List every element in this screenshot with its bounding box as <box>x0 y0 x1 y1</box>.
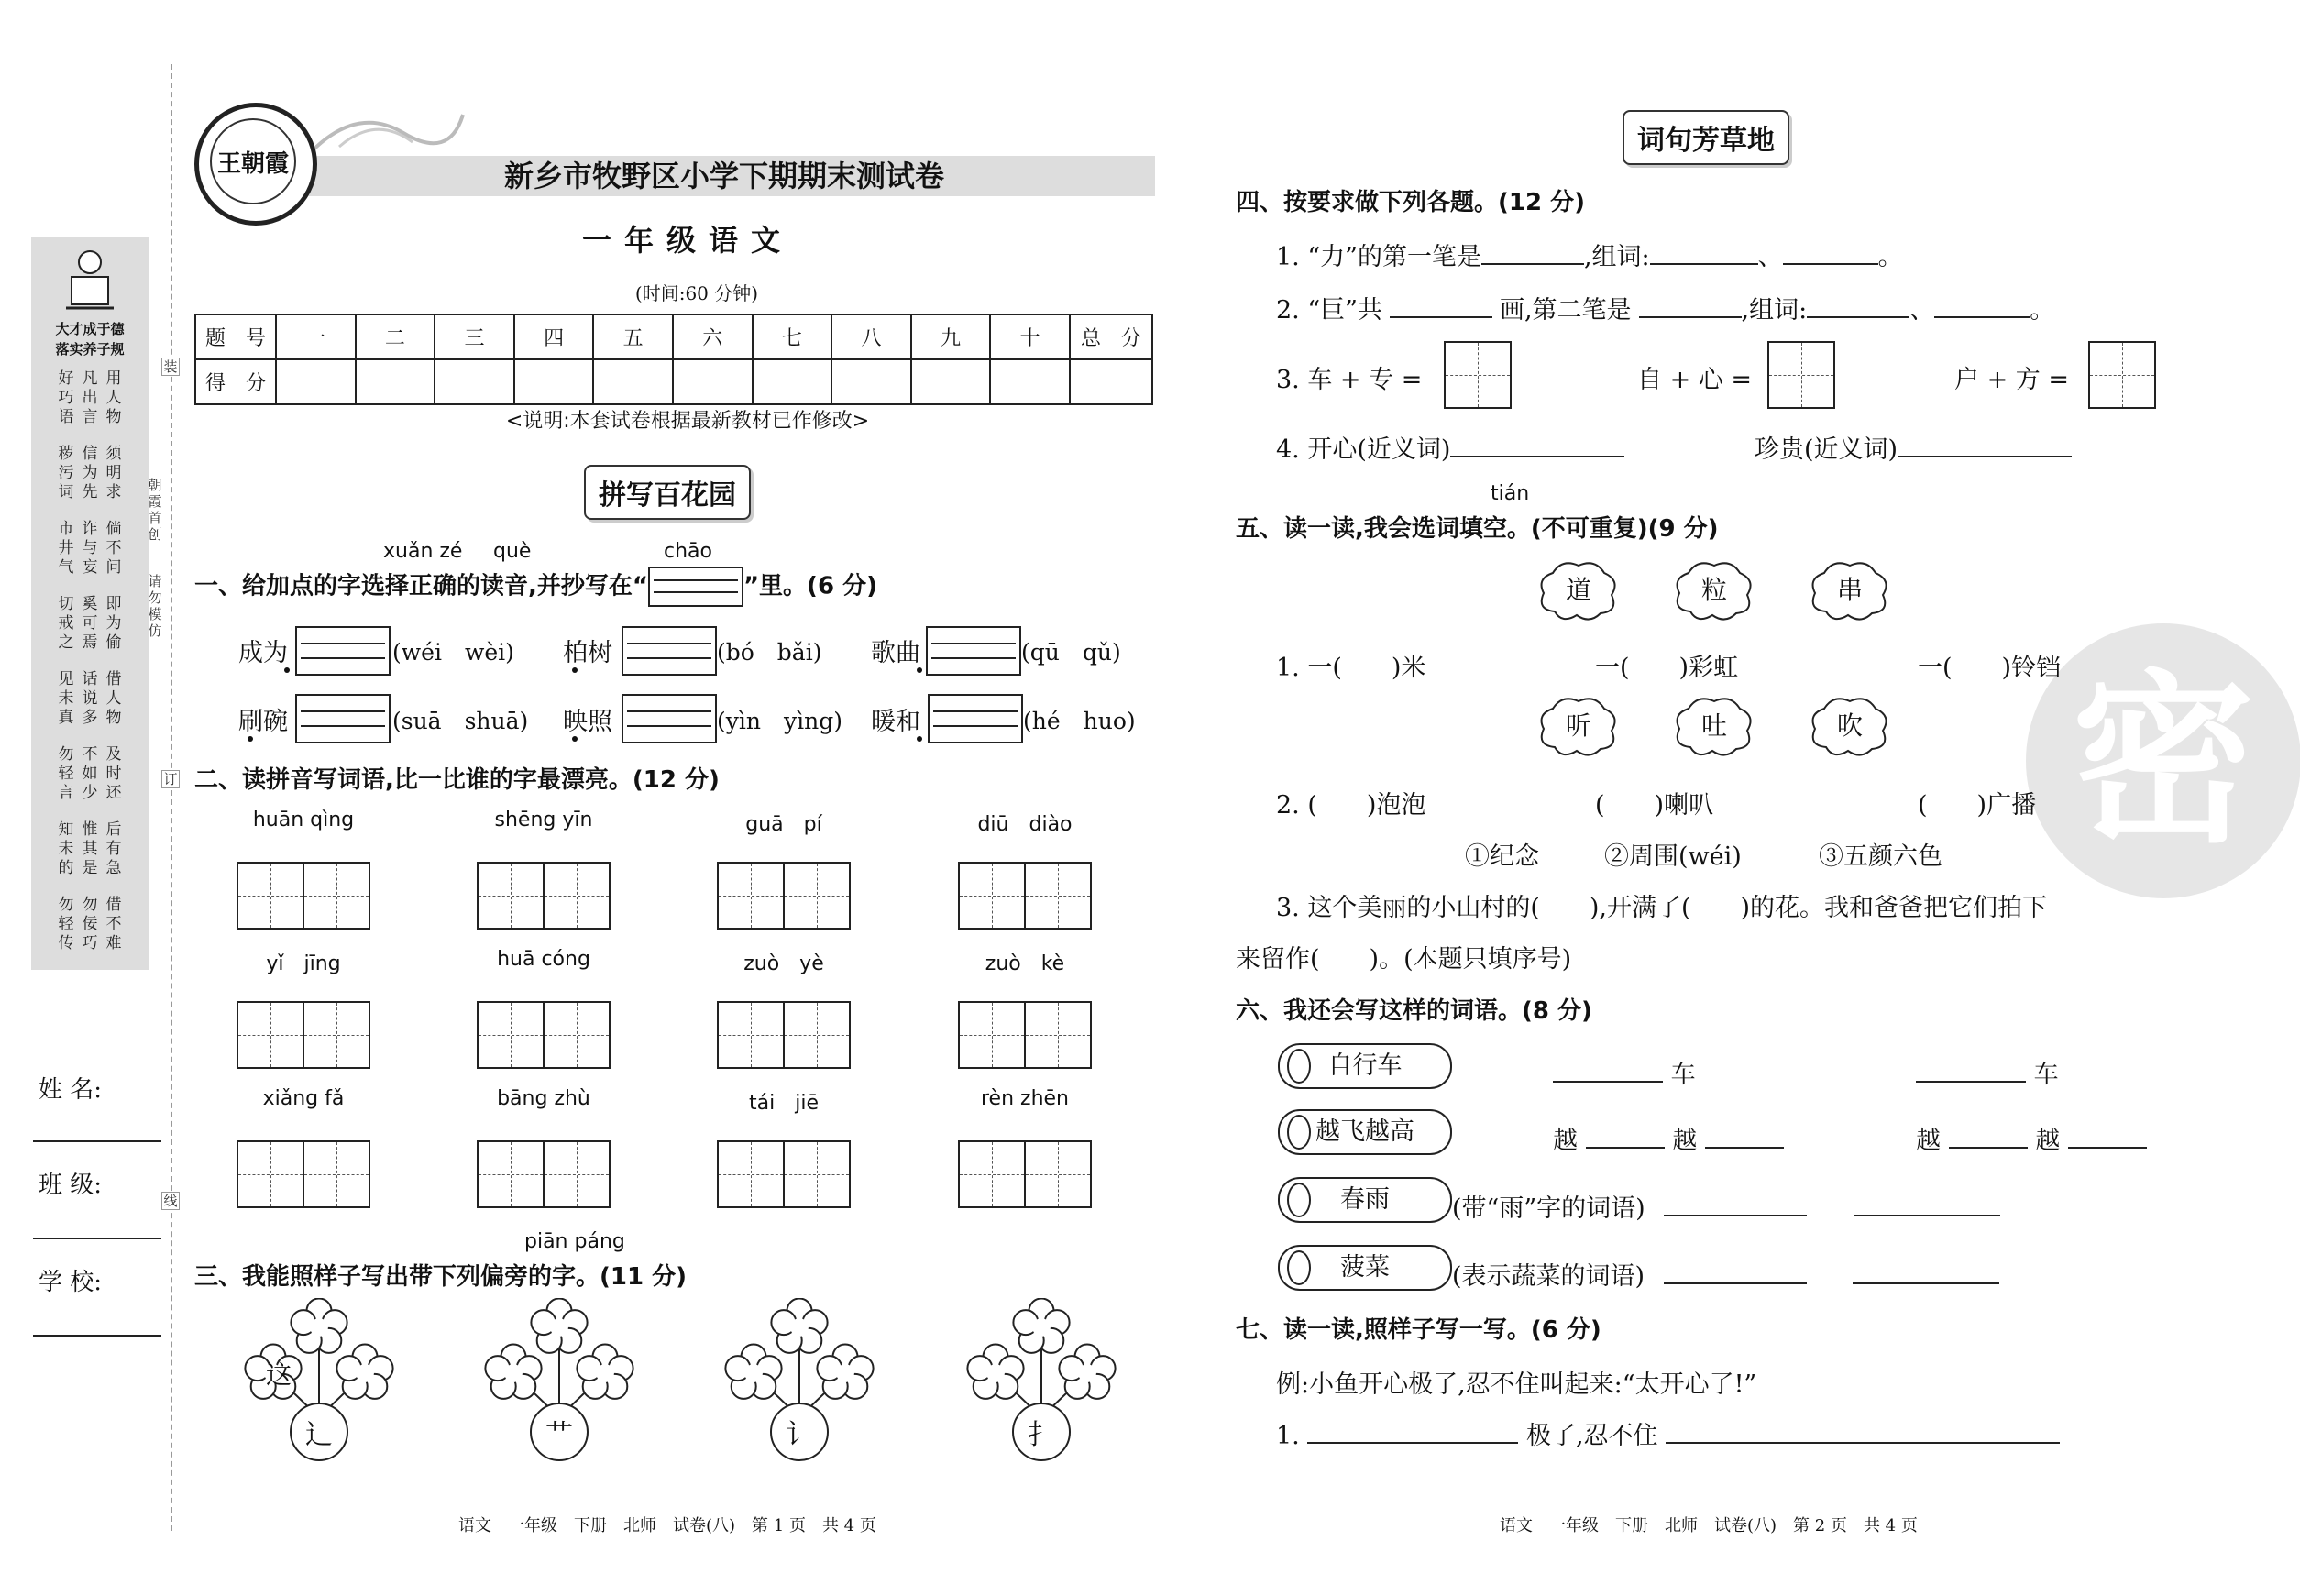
flower-center <box>744 1364 763 1382</box>
score-head-cell: 四 <box>514 314 594 359</box>
motto-column: 须明求 <box>105 445 122 501</box>
score-cell[interactable] <box>911 359 991 404</box>
score-head-cell: 八 <box>831 314 911 359</box>
q7-line1-b: 极了,忍不住 <box>1525 1422 1658 1450</box>
flower-center <box>504 1364 523 1382</box>
q5-option-3: ③五颜六色 <box>1819 842 1942 871</box>
binding-strip <box>31 237 149 970</box>
q5-row1-a: 1. 一( )米 <box>1276 654 1426 682</box>
q4-line2-e: 。 <box>2030 296 2055 325</box>
q1-word-4: 刷碗 <box>238 708 288 736</box>
school-input-line[interactable] <box>33 1335 161 1337</box>
motto-column: 即为偷 <box>105 595 122 652</box>
flower-center <box>356 1364 374 1382</box>
q4-line2-d: 、 <box>1909 296 1935 325</box>
q7-line-1 <box>1276 1415 2060 1451</box>
score-value-row <box>195 359 1152 404</box>
q4-line3-a: 3. 车 + 专 = <box>1276 366 1423 394</box>
score-cell[interactable] <box>514 359 594 404</box>
score-cell[interactable] <box>990 359 1070 404</box>
publisher-logo <box>194 103 317 226</box>
q6-pill-rain: 春雨 <box>1278 1177 1452 1223</box>
q1-word-1: 成为 <box>238 639 288 667</box>
score-head-cell: 七 <box>753 314 832 359</box>
emphasis-dot <box>917 667 922 673</box>
q2-char-box[interactable] <box>237 1001 304 1069</box>
q2-pinyin: zuò yè <box>743 952 824 975</box>
motto-column: 信为先 <box>82 445 98 501</box>
car-char: 车 <box>1670 1061 1696 1089</box>
q4-line4-b: 珍贵(近义词) <box>1755 435 1898 464</box>
q5-row2-c: ( )广播 <box>1918 791 2037 820</box>
q2-char-box[interactable] <box>783 1140 851 1208</box>
q4-line-4a <box>1276 429 1624 465</box>
seal-char-2: 订 <box>161 770 180 788</box>
score-head-cell: 二 <box>356 314 435 359</box>
emphasis-dot <box>572 736 578 742</box>
logo-text: 王朝霞 <box>210 118 296 204</box>
q1-sample-box <box>648 567 743 607</box>
radical-char: 讠 <box>786 1419 813 1451</box>
q1-options-4: (suā shuā) <box>392 708 529 734</box>
q2-pinyin: diū diào <box>977 813 1073 836</box>
q1-options-2: (bó bǎi) <box>717 639 822 666</box>
q6-veg-line <box>1452 1256 1999 1292</box>
q5-word: 串 <box>1836 575 1863 605</box>
flower-center <box>310 1318 328 1337</box>
q5-row1-c: 一( )铃铛 <box>1918 654 2062 682</box>
radical-char: 艹 <box>545 1419 573 1451</box>
motto-column: 秽污词 <box>58 445 74 501</box>
q1-word-3: 歌曲 <box>871 639 920 667</box>
q6-yue-line-1 <box>1553 1120 1784 1156</box>
q4-char-box-2[interactable] <box>1767 341 1835 409</box>
q2-char-box[interactable] <box>543 862 611 930</box>
scholar-illustration-icon <box>62 244 117 317</box>
q2-pinyin: bāng zhù <box>497 1087 590 1110</box>
score-cell[interactable] <box>435 359 514 404</box>
yue-char: 越 <box>1553 1127 1578 1155</box>
q5-row2-b: ( )喇叭 <box>1595 791 1714 820</box>
q2-pinyin: zuò kè <box>985 952 1065 975</box>
score-cell[interactable] <box>673 359 753 404</box>
q2-char-box[interactable] <box>303 1001 370 1069</box>
motto-column: 奚可焉 <box>82 595 98 652</box>
score-head-cell: 一 <box>276 314 356 359</box>
q2-char-box[interactable] <box>543 1140 611 1208</box>
q4-line-4b <box>1755 429 2072 465</box>
q1-word-6: 暖和 <box>871 708 920 736</box>
blank[interactable] <box>1666 1418 2060 1444</box>
motto-column: 话说多 <box>82 670 98 727</box>
q4-line2-b: 画,第二笔是 <box>1499 296 1632 325</box>
q4-line1-c: 、 <box>1757 243 1783 271</box>
q2-char-box[interactable] <box>1024 1001 1092 1069</box>
q1-options-5: (yìn yìng) <box>717 708 842 734</box>
q4-line-1 <box>1276 237 1903 272</box>
q5-word: 道 <box>1565 575 1591 605</box>
class-input-line[interactable] <box>33 1238 161 1239</box>
class-label: 班 级: <box>39 1172 103 1199</box>
score-cell[interactable] <box>593 359 673 404</box>
section-title-words: 词句芳草地 <box>1623 110 1789 165</box>
q2-char-box[interactable] <box>543 1001 611 1069</box>
score-head-cell: 十 <box>990 314 1070 359</box>
q4-line1-a: 1. “力”的第一笔是 <box>1276 243 1481 271</box>
q5-option-2: ②周围(wéi) <box>1604 842 1742 871</box>
score-cell[interactable] <box>276 359 356 404</box>
q2-char-box[interactable] <box>237 862 304 930</box>
flower-center <box>836 1364 854 1382</box>
q5-word: 粒 <box>1700 575 1727 605</box>
score-head-cell: 六 <box>673 314 753 359</box>
q5-option-1: ①纪念 <box>1465 842 1539 871</box>
yue-char: 越 <box>1916 1127 1941 1155</box>
q4-line3-b: 自 + 心 = <box>1637 366 1752 394</box>
motto-column: 切戒之 <box>58 595 74 652</box>
score-cell[interactable] <box>831 359 911 404</box>
exam-subtitle: 一年级语文 <box>581 223 793 258</box>
footer-page-2: 语文 一年级 下册 北师 试卷(八) 第 2 页 共 4 页 <box>1500 1516 1918 1535</box>
blank[interactable] <box>1783 239 1878 265</box>
score-head-cell: 总 分 <box>1070 314 1152 359</box>
motto-column: 倘不问 <box>105 520 122 577</box>
q2-pinyin: tái jiē <box>749 1092 819 1115</box>
binding-motto-1: 大才成于德 <box>55 321 125 337</box>
q1-answer-box-6[interactable] <box>928 694 1023 743</box>
q2-pinyin: xiǎng fǎ <box>262 1087 345 1110</box>
q6-heading: 六、我还会写这样的词语。(8 分) <box>1236 997 1592 1025</box>
q1-answer-box-3[interactable] <box>926 626 1021 676</box>
name-label: 姓 名: <box>39 1076 103 1104</box>
q5-row1-b: 一( )彩虹 <box>1595 654 1739 682</box>
q5-row3: 3. 这个美丽的小山村的( ),开满了( )的花。我和爸爸把它们拍下 <box>1276 894 2048 922</box>
q6-pill-flying: 越飞越高 <box>1278 1109 1452 1155</box>
q2-heading: 二、读拼音写词语,比一比谁的字最漂亮。(12 分) <box>194 766 720 794</box>
q1-answer-box-5[interactable] <box>622 694 717 743</box>
exam-title: 新乡市牧野区小学下期期末测试卷 <box>503 159 944 193</box>
flower-center <box>986 1364 1005 1382</box>
motto-column: 不如少 <box>82 745 98 802</box>
q6-pill-spinach: 菠菜 <box>1278 1245 1452 1291</box>
blank[interactable] <box>1898 432 2072 457</box>
motto-column: 借人物 <box>105 670 122 727</box>
flower-center <box>1078 1364 1096 1382</box>
q5-heading: 五、读一读,我会选词填空。(不可重复)(9 分) <box>1236 515 1719 543</box>
q2-char-box[interactable] <box>1024 1140 1092 1208</box>
emphasis-dot <box>284 667 290 673</box>
blank[interactable] <box>1650 239 1758 265</box>
q1-heading-end: ”里。(6 分) <box>743 572 877 600</box>
side-note-2: 请勿模仿 <box>148 573 162 639</box>
motto-column: 惟其是 <box>82 820 98 877</box>
q2-pinyin: huā cóng <box>497 948 590 971</box>
exam-note: <说明:本套试卷根据最新教材已作修改> <box>505 410 870 433</box>
blank[interactable] <box>1481 239 1584 265</box>
blank[interactable] <box>1450 432 1624 457</box>
motto-column: 勿轻传 <box>58 896 74 952</box>
q6-hint-veg: (表示蔬菜的词语) <box>1452 1262 1645 1291</box>
motto-column: 好巧语 <box>58 369 74 426</box>
seal-char-1: 装 <box>161 358 180 376</box>
blank[interactable] <box>1553 1057 1663 1083</box>
q1-answer-box-1[interactable] <box>295 626 391 676</box>
emphasis-dot <box>917 736 922 742</box>
q3-heading: 三、我能照样子写出带下列偏旁的字。(11 分) <box>194 1263 687 1291</box>
footer-page-1: 语文 一年级 下册 北师 试卷(八) 第 1 页 共 4 页 <box>458 1516 876 1535</box>
score-head-cell: 九 <box>911 314 991 359</box>
q1-word-2: 柏树 <box>563 639 612 667</box>
q2-char-box[interactable] <box>783 862 851 930</box>
blank[interactable] <box>1853 1259 1999 1284</box>
q5-pinyin: tián <box>1491 482 1530 505</box>
q4-line-2 <box>1276 290 2054 325</box>
blank[interactable] <box>1705 1123 1784 1149</box>
emphasis-dot <box>572 667 578 673</box>
score-head-cell: 五 <box>593 314 673 359</box>
motto-column: 用人物 <box>105 369 122 426</box>
q4-char-box-3[interactable] <box>2088 341 2156 409</box>
flower-center <box>550 1318 568 1337</box>
blank[interactable] <box>1586 1123 1665 1149</box>
confidential-stamp <box>2026 623 2300 898</box>
example-char: 这 <box>265 1359 292 1390</box>
q2-char-box[interactable] <box>958 1001 1026 1069</box>
blank[interactable] <box>1807 292 1909 318</box>
score-label-cell: 得 分 <box>195 359 276 404</box>
school-label: 学 校: <box>39 1269 103 1296</box>
q4-line4-a: 4. 开心(近义词) <box>1276 435 1451 464</box>
q4-line2-a: 2. “巨”共 <box>1276 296 1382 325</box>
motto-column: 后有急 <box>105 820 122 877</box>
score-cell[interactable] <box>1070 359 1152 404</box>
motto-column: 借不难 <box>105 896 122 952</box>
motto-column: 诈与妄 <box>82 520 98 577</box>
motto-column: 勿佞巧 <box>82 896 98 952</box>
q2-char-box[interactable] <box>958 862 1026 930</box>
q4-line3-c: 户 + 方 = <box>1954 366 2069 394</box>
yue-char: 越 <box>2035 1127 2061 1155</box>
flower-center <box>1032 1318 1051 1337</box>
motto-column: 勿轻言 <box>58 745 74 802</box>
blank[interactable] <box>1307 1418 1518 1444</box>
score-header-row <box>195 314 1152 359</box>
car-char: 车 <box>2033 1061 2059 1089</box>
q1-heading-text: 一、给加点的字选择正确的读音,并抄写在“ <box>194 572 648 600</box>
score-head-cell: 题 号 <box>195 314 276 359</box>
stamp-char: 密 <box>2071 653 2255 868</box>
q6-hint-rain: (带“雨”字的词语) <box>1452 1194 1645 1223</box>
q2-char-box[interactable] <box>783 1001 851 1069</box>
q6-yue-line-2 <box>1916 1120 2147 1156</box>
q2-char-box[interactable] <box>717 1140 785 1208</box>
q2-char-box[interactable] <box>477 862 545 930</box>
q2-pinyin: huān qìng <box>252 809 355 831</box>
q4-line1-d: 。 <box>1877 243 1903 271</box>
q1-pinyin-chao: chāo <box>664 540 712 563</box>
q2-char-box[interactable] <box>717 862 785 930</box>
motto-column: 见未真 <box>58 670 74 727</box>
flower-center <box>790 1318 809 1337</box>
q1-heading <box>194 567 877 607</box>
motto-column: 凡出言 <box>82 369 98 426</box>
q2-char-box[interactable] <box>1024 862 1092 930</box>
blank[interactable] <box>1664 1191 1807 1216</box>
blank[interactable] <box>1949 1123 2028 1149</box>
q6-pill-bike: 自行车 <box>1278 1043 1452 1089</box>
q2-char-box[interactable] <box>477 1140 545 1208</box>
q5-word: 吹 <box>1836 710 1863 741</box>
q5-row3b: 来留作( )。(本题只填序号) <box>1236 945 1572 974</box>
blank[interactable] <box>1664 1259 1807 1284</box>
score-table <box>194 314 1153 405</box>
time-limit: (时间:60 分钟) <box>634 282 759 304</box>
seal-char-3: 线 <box>161 1192 180 1210</box>
q7-line1-a: 1. <box>1276 1422 1300 1450</box>
q5-row2-a: 2. ( )泡泡 <box>1276 791 1426 820</box>
q1-answer-box-4[interactable] <box>295 694 391 743</box>
motto-column: 市井气 <box>58 520 74 577</box>
q1-options-6: (hé huo) <box>1023 708 1136 734</box>
q5-word: 听 <box>1565 710 1591 741</box>
motto-column: 及时还 <box>105 745 122 802</box>
q2-char-box[interactable] <box>477 1001 545 1069</box>
binding-dashed-line <box>171 64 172 1531</box>
q2-pinyin: rèn zhēn <box>980 1087 1069 1110</box>
yue-char: 越 <box>1672 1127 1698 1155</box>
q1-pinyin-xuanze: xuǎn zé <box>383 540 463 563</box>
q4-line1-b: ,组词: <box>1583 243 1650 271</box>
radical-char: 辶 <box>305 1419 333 1451</box>
score-head-cell: 三 <box>435 314 514 359</box>
q4-heading: 四、按要求做下列各题。(12 分) <box>1236 189 1585 216</box>
q6-rain-line <box>1452 1188 2000 1224</box>
blank[interactable] <box>1854 1191 2000 1216</box>
q2-pinyin: shēng yīn <box>494 809 593 831</box>
q4-char-box-1[interactable] <box>1444 341 1512 409</box>
score-cell[interactable] <box>753 359 832 404</box>
q7-heading: 七、读一读,照样子写一写。(6 分) <box>1236 1316 1601 1344</box>
blank[interactable] <box>1639 292 1742 318</box>
q6-car-line-2 <box>1916 1054 2059 1090</box>
q4-line2-c: ,组词: <box>1741 296 1808 325</box>
q2-char-box[interactable] <box>237 1140 304 1208</box>
q1-options-1: (wéi wèi) <box>392 639 514 666</box>
motto-column: 知未的 <box>58 820 74 877</box>
side-note-1: 朝霞首创 <box>148 477 162 543</box>
blank[interactable] <box>1934 292 2030 318</box>
name-input-line[interactable] <box>33 1140 161 1142</box>
q5-word: 吐 <box>1700 710 1727 741</box>
ribbon-decoration-icon <box>303 96 468 160</box>
radical-char: 扌 <box>1028 1419 1055 1451</box>
score-cell[interactable] <box>356 359 435 404</box>
q7-example: 例:小鱼开心极了,忍不住叫起来:“太开心了!” <box>1276 1370 1757 1399</box>
q2-char-box[interactable] <box>303 1140 370 1208</box>
q2-char-box[interactable] <box>303 862 370 930</box>
q1-pinyin-que: què <box>493 540 532 563</box>
q1-word-5: 映照 <box>563 708 612 736</box>
blank[interactable] <box>1390 292 1492 318</box>
q6-car-line-1 <box>1553 1054 1696 1090</box>
q1-answer-box-2[interactable] <box>622 626 717 676</box>
q1-options-3: (qū qǔ) <box>1021 639 1121 666</box>
blank[interactable] <box>2068 1123 2147 1149</box>
emphasis-dot <box>248 736 253 742</box>
q2-pinyin: yǐ jīng <box>266 952 341 975</box>
flower-center <box>596 1364 614 1382</box>
q3-pinyin: piān páng <box>524 1230 625 1253</box>
q2-char-box[interactable] <box>717 1001 785 1069</box>
blank[interactable] <box>1916 1057 2026 1083</box>
binding-motto-2: 落实养子规 <box>55 341 125 358</box>
q2-pinyin: guā pí <box>745 813 822 836</box>
section-title-pinyin: 拼写百花园 <box>584 465 751 520</box>
q2-char-box[interactable] <box>958 1140 1026 1208</box>
